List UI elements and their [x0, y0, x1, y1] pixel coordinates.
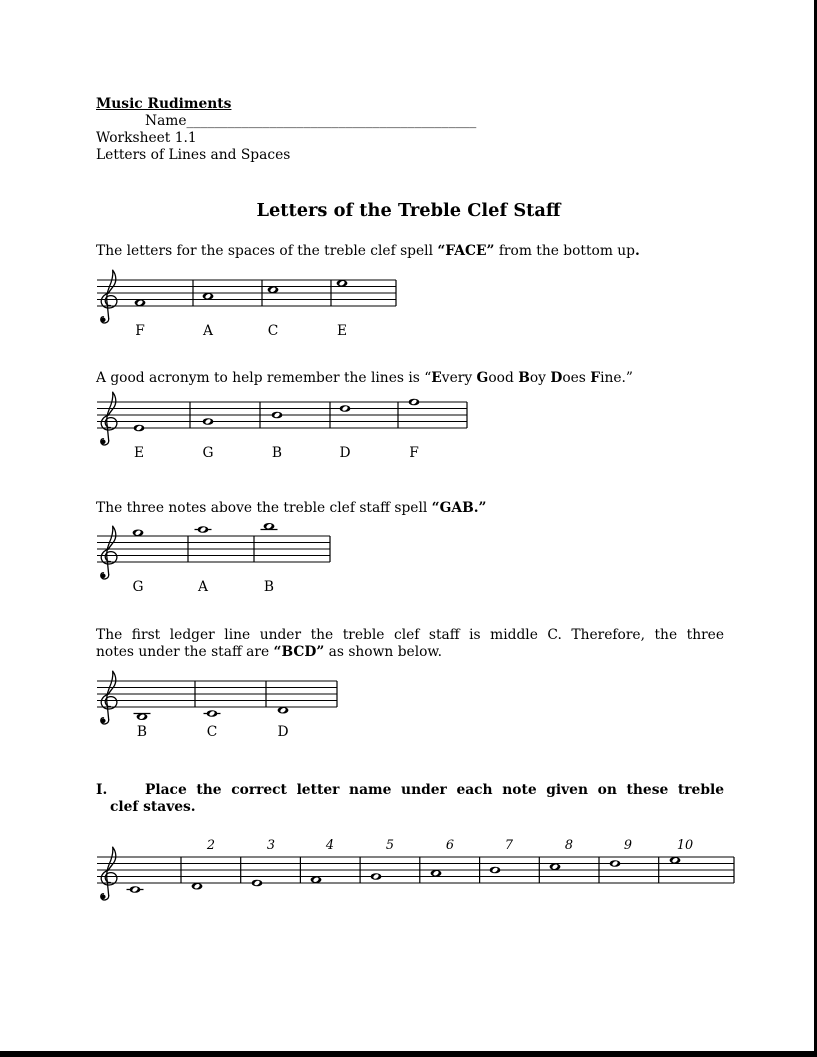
measure-number-label: 7: [504, 838, 514, 853]
whole-note: [137, 713, 148, 720]
text-run: oy: [529, 370, 551, 386]
bold-text-run: D: [550, 370, 563, 386]
staff-bcd-below: [0, 636, 760, 751]
name-label: Name: [145, 113, 187, 129]
note-letter-label: B: [136, 724, 148, 740]
whole-note: [278, 707, 289, 714]
whole-note: [264, 523, 275, 530]
whole-note: [340, 405, 351, 412]
note-letter-label: D: [339, 445, 351, 461]
whole-note: [337, 280, 348, 287]
note-letter-label: G: [202, 445, 214, 461]
whole-note: [198, 526, 209, 533]
bold-text-run: “GAB.”: [431, 500, 487, 516]
exercise-line2: clef staves.: [110, 799, 196, 816]
measure-number-label: 3: [266, 838, 276, 853]
measure-number-label: 5: [385, 838, 395, 853]
bold-text-run: “FACE”: [437, 243, 495, 259]
whole-note: [490, 867, 501, 874]
whole-note: [192, 883, 203, 890]
treble-clef-icon: [101, 526, 117, 579]
whole-note: [134, 425, 145, 432]
measure-number-label: 6: [445, 838, 455, 853]
measure-number-label: 10: [676, 838, 694, 853]
text-run: notes under the staff are: [96, 644, 274, 661]
main-title: Letters of the Treble Clef Staff: [256, 200, 561, 221]
text-run: from the bottom up: [494, 243, 636, 259]
staff-gab-above: [0, 491, 760, 606]
note-letter-label: F: [135, 323, 145, 339]
note-letter-label: G: [132, 579, 144, 595]
whole-note: [130, 886, 141, 893]
page-edge-bottom: [0, 1051, 817, 1057]
bold-text-run: “BCD”: [273, 644, 325, 661]
whole-note: [252, 880, 263, 887]
whole-note: [610, 860, 621, 867]
whole-note: [409, 399, 420, 406]
text-run: very: [441, 370, 477, 386]
treble-clef-icon: [101, 671, 117, 724]
exercise-line1: Place the correct letter name under each note given on these treble: [145, 782, 724, 798]
whole-note: [133, 529, 144, 536]
whole-note: [203, 293, 214, 300]
text-run: ood: [488, 370, 519, 386]
whole-note: [268, 286, 279, 293]
text-run: The letters for the spaces of the treble clef spell: [96, 243, 438, 259]
bold-text-run: .: [635, 243, 640, 259]
note-letter-label: D: [277, 724, 289, 740]
measure-number-label: 2: [206, 838, 216, 853]
bold-text-run: E: [431, 370, 442, 386]
text-run: ine.”: [600, 370, 633, 386]
document-title: Music Rudiments: [96, 96, 232, 112]
note-letter-label: E: [133, 445, 145, 461]
worksheet-number: Worksheet 1.1: [96, 130, 197, 146]
whole-note: [311, 876, 322, 883]
note-letter-label: B: [271, 445, 283, 461]
paragraph-below-staff-line1: The first ledger line under the treble clef staff is middle C. Therefore, the three: [96, 627, 724, 643]
measure-number-label: 9: [623, 838, 633, 853]
note-letter-label: F: [409, 445, 419, 461]
staff-egbdf-lines: [0, 357, 760, 472]
whole-note: [670, 857, 681, 864]
whole-note: [203, 418, 214, 425]
bold-text-run: B: [518, 370, 530, 386]
treble-clef-icon: [101, 847, 117, 900]
treble-clef-icon: [101, 270, 117, 323]
measure-number-label: 4: [325, 838, 335, 853]
note-letter-label: A: [198, 579, 208, 595]
whole-note: [431, 870, 442, 877]
note-letter-label: C: [206, 724, 218, 740]
bold-text-run: F: [590, 370, 601, 386]
whole-note: [207, 710, 218, 717]
worksheet-subtitle: Letters of Lines and Spaces: [96, 147, 291, 163]
text-run: A good acronym to help remember the lines is “: [96, 370, 432, 386]
exercise-number: I.: [96, 782, 108, 798]
treble-clef-icon: [101, 392, 117, 445]
note-letter-label: C: [267, 323, 279, 339]
note-letter-label: B: [263, 579, 275, 595]
staff-exercise: [0, 812, 760, 927]
note-letter-label: A: [203, 323, 213, 339]
measure-number-label: 8: [564, 838, 574, 853]
whole-note: [135, 299, 146, 306]
text-run: oes: [562, 370, 591, 386]
whole-note: [371, 873, 382, 880]
text-run: The three notes above the treble clef staff spell: [96, 500, 432, 516]
name-blank-line: __________________________________________: [186, 113, 477, 129]
text-run: as shown below.: [324, 644, 442, 661]
note-letter-label: E: [336, 323, 348, 339]
whole-note: [272, 412, 283, 419]
whole-note: [550, 863, 561, 870]
staff-face-spaces: [0, 235, 760, 350]
bold-text-run: G: [476, 370, 489, 386]
